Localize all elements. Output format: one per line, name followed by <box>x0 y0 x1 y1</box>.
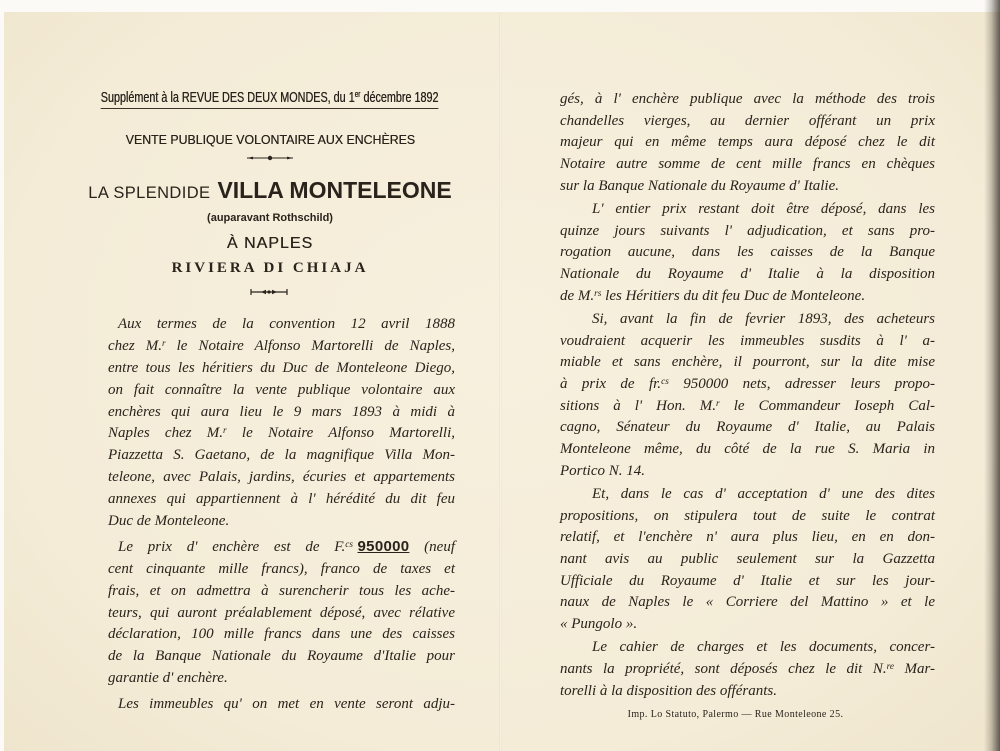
title-main: VILLA MONTELEONE <box>217 177 452 203</box>
superscript: r <box>223 426 227 437</box>
text-line <box>560 484 935 506</box>
line-text <box>108 668 228 690</box>
line-text <box>560 396 935 418</box>
line-text <box>118 694 455 716</box>
superscript: rs <box>594 288 602 299</box>
city-heading: À NAPLES <box>226 235 314 252</box>
text-run: Notaire autre somme de cent mille francs en chèques <box>560 156 935 173</box>
superscript: cs <box>661 376 669 387</box>
line-text <box>560 506 935 528</box>
text-line <box>108 358 455 380</box>
price-amount: 950000 <box>357 537 410 555</box>
supplement-date: décembre 1892 <box>360 89 439 106</box>
text-run: Le cahier de charges et les documents, concer- <box>592 639 935 656</box>
text-run: déclaration, 100 mille francs dans une des caisses <box>108 626 455 643</box>
text-line <box>560 461 935 483</box>
supplement-text <box>101 89 439 109</box>
line-text <box>560 286 865 308</box>
text-run: Naples chez M. <box>108 425 224 442</box>
text-run: à prix de fr. <box>560 375 662 392</box>
superscript: r <box>161 338 166 349</box>
text-run: le Notaire Alfonso Martorelli de Naples, <box>165 337 456 354</box>
line-text <box>560 221 935 243</box>
text-run: chez M. <box>108 337 162 354</box>
text-run: Nationale du Royaume d' Italie à la disposition <box>560 266 935 282</box>
line-text <box>560 439 935 461</box>
location-heading: RIVIERA DI CHIAJA <box>171 260 369 276</box>
text-run: les Héritiers du dit feu Duc de Monteleone. <box>601 287 866 304</box>
text-line <box>108 624 455 646</box>
line-text <box>560 111 935 133</box>
text-run: le Commandeur Ioseph Cal- <box>719 397 935 414</box>
text-run: teurs, qui auront préalablement déposé, avec rélative <box>108 604 455 621</box>
line-text <box>560 549 935 571</box>
text-run: « Pungolo ». <box>560 616 638 632</box>
text-run: sur la Banque Nationale du Royaume d' Italie. <box>560 177 840 194</box>
text-run: nants la propriété, sont déposés chez le dit N. <box>560 660 887 677</box>
line-text <box>560 571 935 593</box>
line-text <box>560 176 839 198</box>
text-run: Si, avant la fin de fevrier 1893, des acheteurs <box>592 310 935 327</box>
text-run: garantie d' enchère. <box>108 670 228 687</box>
line-text <box>560 681 777 703</box>
text-line <box>560 89 935 111</box>
line-text <box>560 154 935 176</box>
line-text <box>108 380 455 402</box>
line-text <box>560 89 935 111</box>
supplement-line <box>0 89 540 109</box>
previous-owner-note: (auparavant Rothschild) <box>207 212 333 224</box>
text-line <box>560 242 935 264</box>
line-text <box>560 592 935 614</box>
text-line <box>560 396 935 418</box>
text-run: majeur qui en même temps aura déposé chez le dit <box>560 134 935 151</box>
text-line <box>560 264 935 286</box>
text-line <box>560 527 935 549</box>
text-run: Piazzetta S. Gaetano, de la magnifique Villa Mon- <box>108 447 455 464</box>
text-line <box>108 581 455 603</box>
line-text <box>560 614 637 636</box>
body-paragraph <box>560 199 935 307</box>
text-line <box>560 571 935 593</box>
text-line <box>108 511 455 533</box>
text-line <box>108 380 455 402</box>
text-line <box>560 439 935 461</box>
text-run: chandelles vierges, au dernier offérant un prix <box>560 112 935 129</box>
text-run: rogation aucune, dans les caisses de la Banque <box>560 244 935 261</box>
line-text <box>108 467 455 489</box>
superscript: re <box>886 661 894 672</box>
superscript: r <box>716 398 720 409</box>
line-text <box>108 358 455 380</box>
line-text <box>560 527 935 549</box>
text-run: teleone, avec Palais, jardins, écuries et appartements <box>108 469 455 486</box>
line-text <box>592 484 935 506</box>
text-line <box>560 592 935 614</box>
line-text <box>560 132 935 154</box>
text-line <box>108 559 455 581</box>
text-line <box>108 467 455 489</box>
text-run: propositions, on stipulera tout de suite le contrat <box>560 507 935 524</box>
text-line <box>108 489 455 511</box>
text-line <box>108 423 455 445</box>
text-run: quinze jours suivants l' adjudication, et sans pro- <box>560 222 935 239</box>
line-text <box>560 331 935 353</box>
text-run: 950000 nets, adresser leurs propo- <box>668 375 936 392</box>
text-line <box>560 614 935 636</box>
text-line <box>560 417 935 439</box>
text-run: on fait connaître la vente publique volontaire aux <box>108 381 455 398</box>
text-line <box>560 154 935 176</box>
text-line <box>560 637 935 659</box>
sale-type-text: VENTE PUBLIQUE VOLONTAIRE AUX ENCHÈRES <box>125 132 415 147</box>
text-run: L' entier prix restant doit être déposé, dans les <box>592 200 935 217</box>
text-line <box>560 111 935 133</box>
text-run: Duc de Monteleone. <box>108 513 230 530</box>
text-line <box>560 681 935 703</box>
text-line <box>560 176 935 198</box>
text-run: nant avis au public seulement sur la Gazzetta <box>560 550 935 567</box>
text-run: naux de Naples le « Corriere del Mattino » et le <box>560 594 935 611</box>
body-paragraph <box>560 89 935 197</box>
line-text <box>592 637 935 659</box>
text-line <box>560 221 935 243</box>
text-line <box>560 132 935 154</box>
text-run: Ufficiale du Royaume d' Italie et sur les jour- <box>560 572 935 589</box>
text-line <box>108 336 455 358</box>
line-text <box>108 646 455 668</box>
text-run: Mar- <box>893 660 935 677</box>
line-text <box>118 537 455 559</box>
supplement-prefix: Supplément à la REVUE DES DEUX MONDES, du 1 <box>101 89 356 106</box>
body-paragraph <box>108 537 455 690</box>
line-text <box>560 264 935 286</box>
body-paragraph <box>108 314 455 533</box>
text-run: cent cinquante mille francs), franco de taxes et <box>108 560 455 577</box>
text-run: annexes qui appartiennent à l' hérédité du dit feu <box>108 491 455 508</box>
line-text <box>560 417 935 439</box>
line-text <box>560 352 935 374</box>
right-column <box>560 89 935 702</box>
superscript: cs <box>345 539 354 550</box>
text-line <box>560 659 935 681</box>
line-text <box>108 559 455 581</box>
text-run: entre tous les héritiers du Duc de Monteleone Diego, <box>108 359 455 376</box>
text-run: frais, et on admettra à surencherir tous les ache- <box>108 582 455 599</box>
line-text <box>560 659 935 681</box>
line-text <box>108 581 455 603</box>
text-line <box>560 374 935 396</box>
line-text <box>108 624 455 646</box>
text-line <box>560 506 935 528</box>
scan-edge-shadow <box>984 0 1000 751</box>
text-line <box>108 402 455 424</box>
text-line <box>108 668 455 690</box>
text-line <box>560 549 935 571</box>
line-text <box>108 445 455 467</box>
text-run: miable et sans enchère, il pourront, sur la dite mise <box>560 354 935 371</box>
text-run: Le prix d' enchère est de F. <box>118 538 346 555</box>
text-run: Monteleone même, du côté de la rue S. Maria in <box>560 441 935 457</box>
text-line <box>560 199 935 221</box>
text-run: Les immeubles qu' on met en vente seront adju- <box>118 696 455 713</box>
text-line <box>560 286 935 308</box>
text-run: (neuf <box>409 538 455 555</box>
page-title <box>0 176 540 208</box>
text-line <box>108 314 455 336</box>
body-paragraph <box>560 484 935 636</box>
left-column <box>108 314 455 716</box>
text-line <box>560 309 935 331</box>
text-run: cagno, Sénateur du Royaume d' Italie, au Palais <box>560 419 935 436</box>
text-run: Aux termes de la convention 12 avril 1888 <box>118 316 455 332</box>
text-line <box>108 603 455 625</box>
line-text <box>108 603 455 625</box>
ornament-divider <box>247 287 291 297</box>
text-run: de la Banque Nationale du Royaume d'Italie pour <box>108 648 455 665</box>
text-run: Portico N. 14. <box>560 462 645 479</box>
line-text <box>560 461 645 483</box>
line-text <box>592 309 935 331</box>
line-text <box>108 489 455 511</box>
text-run: sitions à l' Hon. M. <box>560 397 717 414</box>
line-text <box>108 511 229 533</box>
text-line <box>108 646 455 668</box>
line-text <box>118 314 455 336</box>
text-line <box>108 445 455 467</box>
line-text <box>108 423 455 445</box>
line-text <box>108 402 455 424</box>
text-line <box>560 352 935 374</box>
title-prefix: LA SPLENDIDE <box>88 184 211 202</box>
supplement-superscript: er <box>355 89 361 100</box>
text-run: gés, à l' enchère publique avec la méthode des trois <box>560 91 935 107</box>
text-line <box>560 331 935 353</box>
text-run: relatif, et l'enchère n' aura plus lieu, en en don- <box>560 529 935 546</box>
text-line <box>108 537 455 559</box>
text-run: torelli à la disposition des offérants. <box>560 682 777 699</box>
line-text <box>108 336 455 358</box>
text-line <box>108 694 455 716</box>
line-text <box>560 242 935 264</box>
ornament-divider <box>244 153 296 163</box>
text-run: voudraient acquerir les immeubles susdits à l' a- <box>560 332 935 349</box>
line-text <box>592 199 935 221</box>
text-run: enchères qui aura lieu le 9 mars 1893 à midi à <box>108 403 455 420</box>
sale-type-heading <box>0 132 540 148</box>
line-text <box>560 374 935 396</box>
body-paragraph <box>108 694 455 716</box>
body-paragraph <box>560 637 935 702</box>
printer-imprint: Imp. Lo Statuto, Palermo — Rue Monteleone 25. <box>627 709 844 720</box>
body-paragraph <box>560 309 935 483</box>
text-run: Et, dans le cas d' acceptation d' une des dites <box>592 485 935 502</box>
text-run: le Notaire Alfonso Martorelli, <box>226 425 455 442</box>
text-run: de M. <box>560 287 595 304</box>
center-fold <box>499 12 502 751</box>
